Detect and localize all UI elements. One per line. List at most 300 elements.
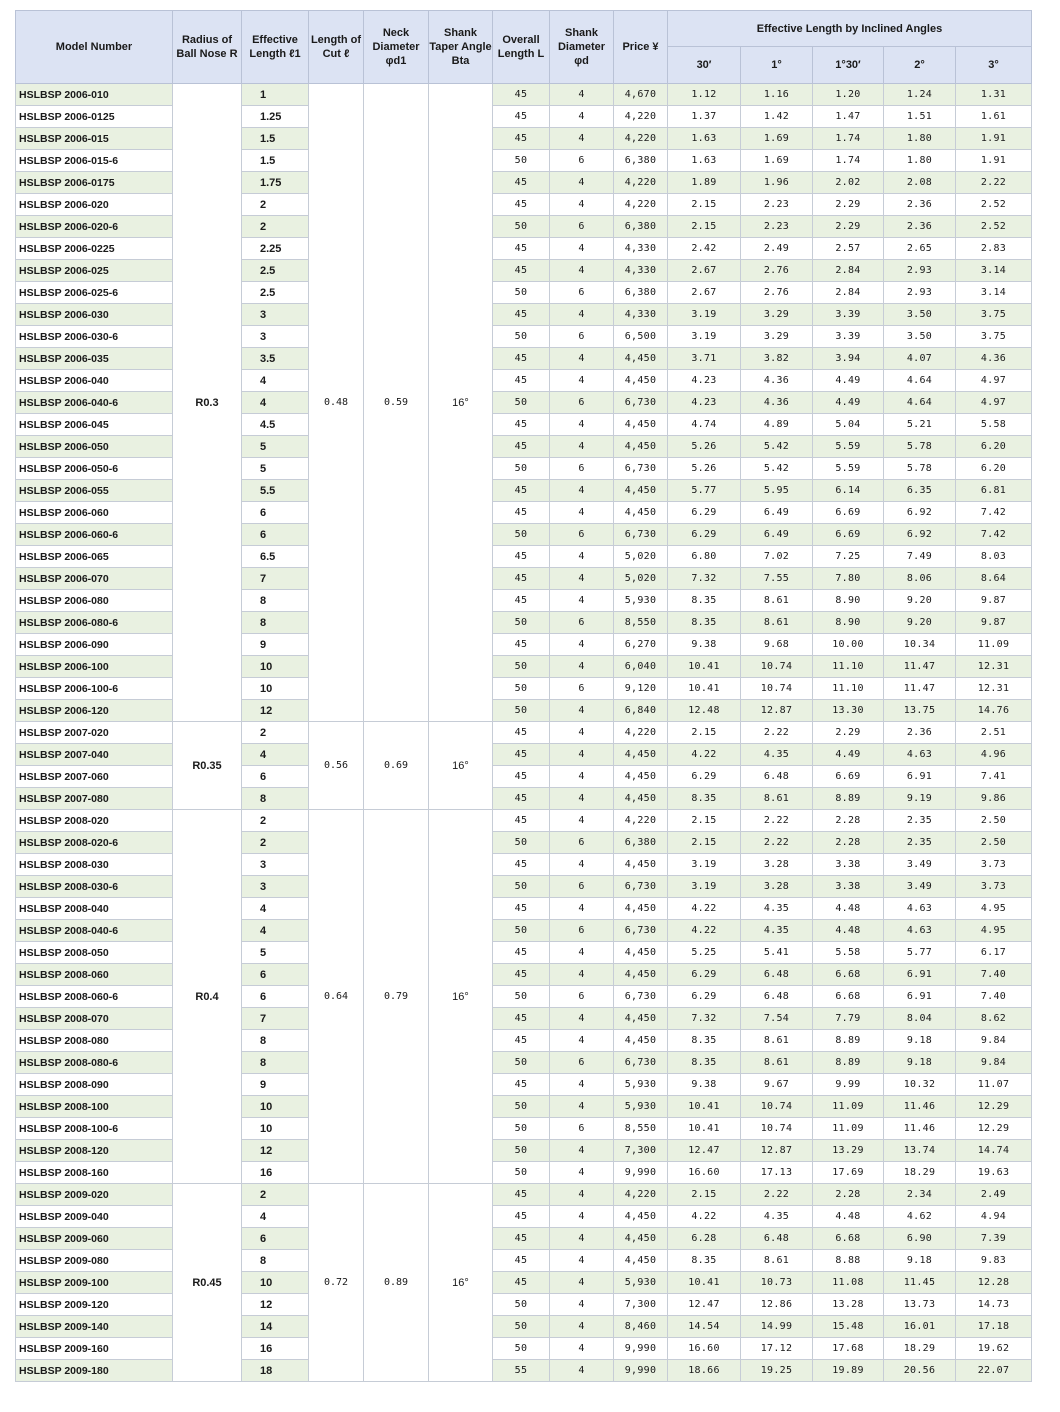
effective-length-cell: 3 (242, 304, 309, 326)
angle-3deg-cell: 12.29 (956, 1118, 1032, 1140)
price-cell: 4,450 (614, 436, 668, 458)
table-row (16, 304, 1032, 326)
angle-30min-cell: 2.15 (668, 194, 741, 216)
model-number-cell: HSLBSP 2008-060-6 (16, 986, 173, 1008)
shank-diameter-cell: 6 (550, 876, 614, 898)
angle-1deg-cell: 2.22 (741, 810, 813, 832)
table-row (16, 458, 1032, 480)
model-number-cell: HSLBSP 2006-040-6 (16, 392, 173, 414)
overall-length-cell: 45 (493, 172, 550, 194)
angle-30min-cell: 8.35 (668, 788, 741, 810)
shank-diameter-cell: 4 (550, 304, 614, 326)
effective-length-cell: 16 (242, 1162, 309, 1184)
model-number-cell: HSLBSP 2009-020 (16, 1184, 173, 1206)
overall-length-cell: 50 (493, 1096, 550, 1118)
overall-length-cell: 45 (493, 194, 550, 216)
angle-1deg30min-cell: 19.89 (813, 1360, 884, 1382)
model-number-cell: HSLBSP 2006-035 (16, 348, 173, 370)
angle-2deg-cell: 6.92 (884, 524, 956, 546)
model-number-cell: HSLBSP 2006-065 (16, 546, 173, 568)
header-angle-1deg: 1° (741, 47, 813, 84)
shank-diameter-cell: 4 (550, 106, 614, 128)
angle-3deg-cell: 4.97 (956, 370, 1032, 392)
angle-2deg-cell: 8.06 (884, 568, 956, 590)
angle-30min-cell: 2.15 (668, 216, 741, 238)
angle-1deg30min-cell: 4.49 (813, 744, 884, 766)
angle-1deg30min-cell: 11.09 (813, 1096, 884, 1118)
angle-1deg30min-cell: 5.59 (813, 436, 884, 458)
angle-1deg30min-cell: 2.84 (813, 282, 884, 304)
shank-diameter-cell: 6 (550, 216, 614, 238)
angle-1deg-cell: 7.54 (741, 1008, 813, 1030)
angle-30min-cell: 9.38 (668, 634, 741, 656)
price-cell: 9,120 (614, 678, 668, 700)
shank-diameter-cell: 4 (550, 238, 614, 260)
table-row (16, 1316, 1032, 1338)
angle-2deg-cell: 9.18 (884, 1030, 956, 1052)
price-cell: 5,020 (614, 568, 668, 590)
angle-30min-cell: 2.15 (668, 722, 741, 744)
shank-diameter-cell: 4 (550, 348, 614, 370)
table-row (16, 986, 1032, 1008)
angle-1deg30min-cell: 4.48 (813, 898, 884, 920)
angle-30min-cell: 5.25 (668, 942, 741, 964)
price-cell: 4,450 (614, 942, 668, 964)
table-row (16, 942, 1032, 964)
overall-length-cell: 45 (493, 1250, 550, 1272)
effective-length-cell: 9 (242, 634, 309, 656)
angle-3deg-cell: 4.97 (956, 392, 1032, 414)
angle-30min-cell: 18.66 (668, 1360, 741, 1382)
shank-diameter-cell: 4 (550, 1338, 614, 1360)
angle-1deg30min-cell: 6.14 (813, 480, 884, 502)
overall-length-cell: 50 (493, 1162, 550, 1184)
table-row (16, 546, 1032, 568)
overall-length-cell: 45 (493, 238, 550, 260)
angle-1deg30min-cell: 1.20 (813, 84, 884, 106)
overall-length-cell: 45 (493, 106, 550, 128)
shank-diameter-cell: 4 (550, 744, 614, 766)
angle-3deg-cell: 8.62 (956, 1008, 1032, 1030)
angle-1deg-cell: 1.42 (741, 106, 813, 128)
angle-2deg-cell: 9.18 (884, 1250, 956, 1272)
angle-1deg30min-cell: 4.49 (813, 392, 884, 414)
angle-30min-cell: 10.41 (668, 678, 741, 700)
angle-1deg-cell: 2.23 (741, 216, 813, 238)
angle-2deg-cell: 2.93 (884, 260, 956, 282)
angle-1deg-cell: 2.76 (741, 260, 813, 282)
angle-1deg-cell: 10.74 (741, 1096, 813, 1118)
angle-30min-cell: 4.74 (668, 414, 741, 436)
table-row (16, 1008, 1032, 1030)
shank-diameter-cell: 4 (550, 656, 614, 678)
overall-length-cell: 45 (493, 480, 550, 502)
model-number-cell: HSLBSP 2007-020 (16, 722, 173, 744)
angle-30min-cell: 12.47 (668, 1294, 741, 1316)
overall-length-cell: 45 (493, 788, 550, 810)
angle-3deg-cell: 9.83 (956, 1250, 1032, 1272)
angle-2deg-cell: 3.49 (884, 876, 956, 898)
table-row (16, 876, 1032, 898)
price-cell: 8,460 (614, 1316, 668, 1338)
table-row (16, 260, 1032, 282)
overall-length-cell: 45 (493, 568, 550, 590)
model-number-cell: HSLBSP 2009-060 (16, 1228, 173, 1250)
angle-2deg-cell: 2.93 (884, 282, 956, 304)
model-number-cell: HSLBSP 2006-025 (16, 260, 173, 282)
angle-1deg30min-cell: 7.25 (813, 546, 884, 568)
angle-3deg-cell: 2.49 (956, 1184, 1032, 1206)
overall-length-cell: 45 (493, 436, 550, 458)
model-number-cell: HSLBSP 2006-015 (16, 128, 173, 150)
price-cell: 4,220 (614, 722, 668, 744)
spec-table (15, 10, 1032, 1382)
angle-1deg-cell: 10.73 (741, 1272, 813, 1294)
shank-diameter-cell: 4 (550, 370, 614, 392)
model-number-cell: HSLBSP 2008-020-6 (16, 832, 173, 854)
effective-length-cell: 2 (242, 194, 309, 216)
overall-length-cell: 45 (493, 260, 550, 282)
effective-length-cell: 2 (242, 810, 309, 832)
model-number-cell: HSLBSP 2006-100 (16, 656, 173, 678)
overall-length-cell: 45 (493, 128, 550, 150)
table-row (16, 656, 1032, 678)
shank-diameter-cell: 4 (550, 1294, 614, 1316)
table-row (16, 1250, 1032, 1272)
angle-30min-cell: 1.63 (668, 150, 741, 172)
angle-1deg30min-cell: 1.74 (813, 150, 884, 172)
angle-2deg-cell: 4.63 (884, 744, 956, 766)
angle-2deg-cell: 10.34 (884, 634, 956, 656)
angle-1deg30min-cell: 7.79 (813, 1008, 884, 1030)
angle-1deg30min-cell: 3.94 (813, 348, 884, 370)
table-row (16, 1052, 1032, 1074)
angle-2deg-cell: 2.36 (884, 194, 956, 216)
angle-30min-cell: 7.32 (668, 568, 741, 590)
table-row (16, 1074, 1032, 1096)
shank-diameter-cell: 4 (550, 1030, 614, 1052)
angle-3deg-cell: 14.76 (956, 700, 1032, 722)
overall-length-cell: 45 (493, 744, 550, 766)
overall-length-cell: 45 (493, 898, 550, 920)
effective-length-cell: 8 (242, 612, 309, 634)
header-angle-30min: 30′ (668, 47, 741, 84)
angle-3deg-cell: 3.14 (956, 282, 1032, 304)
angle-2deg-cell: 11.47 (884, 656, 956, 678)
angle-2deg-cell: 18.29 (884, 1338, 956, 1360)
shank-diameter-cell: 6 (550, 392, 614, 414)
model-number-cell: HSLBSP 2006-090 (16, 634, 173, 656)
overall-length-cell: 50 (493, 1118, 550, 1140)
angle-30min-cell: 1.12 (668, 84, 741, 106)
shank-diameter-cell: 4 (550, 1206, 614, 1228)
angle-1deg30min-cell: 11.09 (813, 1118, 884, 1140)
effective-length-cell: 4 (242, 392, 309, 414)
angle-1deg30min-cell: 6.68 (813, 1228, 884, 1250)
price-cell: 4,450 (614, 480, 668, 502)
model-number-cell: HSLBSP 2006-055 (16, 480, 173, 502)
shank-diameter-cell: 4 (550, 1360, 614, 1382)
overall-length-cell: 45 (493, 1008, 550, 1030)
price-cell: 4,330 (614, 260, 668, 282)
angle-1deg30min-cell: 5.58 (813, 942, 884, 964)
angle-2deg-cell: 4.64 (884, 370, 956, 392)
model-number-cell: HSLBSP 2008-080 (16, 1030, 173, 1052)
price-cell: 4,450 (614, 1250, 668, 1272)
angle-1deg-cell: 4.35 (741, 1206, 813, 1228)
model-number-cell: HSLBSP 2009-160 (16, 1338, 173, 1360)
angle-2deg-cell: 1.24 (884, 84, 956, 106)
angle-1deg30min-cell: 8.89 (813, 788, 884, 810)
effective-length-cell: 2 (242, 1184, 309, 1206)
angle-1deg-cell: 12.86 (741, 1294, 813, 1316)
effective-length-cell: 2.5 (242, 282, 309, 304)
angle-3deg-cell: 2.51 (956, 722, 1032, 744)
table-row (16, 480, 1032, 502)
angle-3deg-cell: 12.29 (956, 1096, 1032, 1118)
shank-diameter-cell: 4 (550, 1140, 614, 1162)
table-row (16, 326, 1032, 348)
angle-1deg30min-cell: 8.90 (813, 612, 884, 634)
angle-3deg-cell: 4.94 (956, 1206, 1032, 1228)
model-number-cell: HSLBSP 2006-010 (16, 84, 173, 106)
price-cell: 9,990 (614, 1162, 668, 1184)
angle-2deg-cell: 9.19 (884, 788, 956, 810)
angle-30min-cell: 1.37 (668, 106, 741, 128)
shank-diameter-cell: 6 (550, 458, 614, 480)
overall-length-cell: 45 (493, 414, 550, 436)
model-number-cell: HSLBSP 2008-100-6 (16, 1118, 173, 1140)
angle-3deg-cell: 12.31 (956, 656, 1032, 678)
effective-length-cell: 18 (242, 1360, 309, 1382)
model-number-cell: HSLBSP 2008-060 (16, 964, 173, 986)
header-angle-3deg: 3° (956, 47, 1032, 84)
effective-length-cell: 2.25 (242, 238, 309, 260)
overall-length-cell: 45 (493, 304, 550, 326)
angle-1deg-cell: 8.61 (741, 1052, 813, 1074)
shank-diameter-cell: 4 (550, 1272, 614, 1294)
angle-30min-cell: 2.15 (668, 832, 741, 854)
angle-3deg-cell: 1.31 (956, 84, 1032, 106)
angle-2deg-cell: 1.80 (884, 150, 956, 172)
angle-30min-cell: 3.71 (668, 348, 741, 370)
angle-1deg-cell: 3.29 (741, 326, 813, 348)
angle-1deg30min-cell: 13.30 (813, 700, 884, 722)
angle-3deg-cell: 2.50 (956, 832, 1032, 854)
angle-1deg-cell: 5.42 (741, 458, 813, 480)
angle-1deg30min-cell: 17.68 (813, 1338, 884, 1360)
price-cell: 6,730 (614, 986, 668, 1008)
effective-length-cell: 1 (242, 84, 309, 106)
taper-angle-cell: 16° (429, 1184, 493, 1382)
angle-30min-cell: 4.23 (668, 392, 741, 414)
shank-diameter-cell: 4 (550, 436, 614, 458)
shank-diameter-cell: 4 (550, 194, 614, 216)
angle-3deg-cell: 9.86 (956, 788, 1032, 810)
effective-length-cell: 8 (242, 1030, 309, 1052)
shank-diameter-cell: 4 (550, 502, 614, 524)
overall-length-cell: 45 (493, 1206, 550, 1228)
neck-diameter-cell: 0.59 (364, 84, 429, 722)
angle-1deg-cell: 1.96 (741, 172, 813, 194)
price-cell: 4,220 (614, 1184, 668, 1206)
overall-length-cell: 45 (493, 1184, 550, 1206)
shank-diameter-cell: 4 (550, 1250, 614, 1272)
effective-length-cell: 4 (242, 1206, 309, 1228)
shank-diameter-cell: 4 (550, 1316, 614, 1338)
effective-length-cell: 2 (242, 832, 309, 854)
effective-length-cell: 9 (242, 1074, 309, 1096)
shank-diameter-cell: 6 (550, 920, 614, 942)
angle-3deg-cell: 11.07 (956, 1074, 1032, 1096)
angle-30min-cell: 4.22 (668, 920, 741, 942)
price-cell: 4,450 (614, 1030, 668, 1052)
overall-length-cell: 45 (493, 84, 550, 106)
angle-2deg-cell: 7.49 (884, 546, 956, 568)
price-cell: 4,220 (614, 810, 668, 832)
effective-length-cell: 8 (242, 1250, 309, 1272)
overall-length-cell: 45 (493, 502, 550, 524)
table-row (16, 612, 1032, 634)
effective-length-cell: 6 (242, 766, 309, 788)
effective-length-cell: 10 (242, 678, 309, 700)
overall-length-cell: 50 (493, 458, 550, 480)
model-number-cell: HSLBSP 2009-180 (16, 1360, 173, 1382)
angle-1deg30min-cell: 17.69 (813, 1162, 884, 1184)
angle-30min-cell: 8.35 (668, 1052, 741, 1074)
price-cell: 8,550 (614, 1118, 668, 1140)
angle-2deg-cell: 4.64 (884, 392, 956, 414)
angle-1deg30min-cell: 2.28 (813, 1184, 884, 1206)
price-cell: 6,730 (614, 392, 668, 414)
effective-length-cell: 4 (242, 370, 309, 392)
effective-length-cell: 1.5 (242, 150, 309, 172)
model-number-cell: HSLBSP 2006-040 (16, 370, 173, 392)
angle-1deg30min-cell: 5.59 (813, 458, 884, 480)
price-cell: 4,450 (614, 414, 668, 436)
model-number-cell: HSLBSP 2006-050 (16, 436, 173, 458)
angle-1deg30min-cell: 5.04 (813, 414, 884, 436)
effective-length-cell: 3 (242, 326, 309, 348)
angle-2deg-cell: 8.04 (884, 1008, 956, 1030)
angle-1deg-cell: 4.89 (741, 414, 813, 436)
angle-2deg-cell: 4.63 (884, 898, 956, 920)
shank-diameter-cell: 4 (550, 1074, 614, 1096)
table-row (16, 590, 1032, 612)
angle-1deg30min-cell: 2.02 (813, 172, 884, 194)
price-cell: 6,040 (614, 656, 668, 678)
model-number-cell: HSLBSP 2008-080-6 (16, 1052, 173, 1074)
model-number-cell: HSLBSP 2006-080 (16, 590, 173, 612)
effective-length-cell: 5.5 (242, 480, 309, 502)
table-row (16, 1294, 1032, 1316)
table-row (16, 634, 1032, 656)
angle-2deg-cell: 2.36 (884, 722, 956, 744)
price-cell: 6,730 (614, 920, 668, 942)
model-number-cell: HSLBSP 2007-060 (16, 766, 173, 788)
angle-1deg30min-cell: 11.08 (813, 1272, 884, 1294)
angle-2deg-cell: 5.78 (884, 458, 956, 480)
effective-length-cell: 10 (242, 1118, 309, 1140)
angle-1deg30min-cell: 3.38 (813, 876, 884, 898)
angle-3deg-cell: 7.42 (956, 524, 1032, 546)
shank-diameter-cell: 4 (550, 634, 614, 656)
overall-length-cell: 45 (493, 634, 550, 656)
angle-3deg-cell: 11.09 (956, 634, 1032, 656)
angle-2deg-cell: 9.20 (884, 590, 956, 612)
model-number-cell: HSLBSP 2006-015-6 (16, 150, 173, 172)
overall-length-cell: 50 (493, 612, 550, 634)
angle-1deg-cell: 1.69 (741, 128, 813, 150)
angle-1deg30min-cell: 6.69 (813, 766, 884, 788)
header-length-of-cut: Length of Cut ℓ (309, 11, 364, 84)
angle-3deg-cell: 19.63 (956, 1162, 1032, 1184)
table-row (16, 964, 1032, 986)
overall-length-cell: 50 (493, 1294, 550, 1316)
neck-diameter-cell: 0.89 (364, 1184, 429, 1382)
price-cell: 4,220 (614, 172, 668, 194)
angle-1deg-cell: 2.49 (741, 238, 813, 260)
angle-1deg-cell: 10.74 (741, 678, 813, 700)
effective-length-cell: 6 (242, 986, 309, 1008)
header-price: Price ¥ (614, 11, 668, 84)
table-row (16, 810, 1032, 832)
price-cell: 4,450 (614, 744, 668, 766)
shank-diameter-cell: 4 (550, 898, 614, 920)
taper-angle-cell: 16° (429, 84, 493, 722)
angle-3deg-cell: 1.61 (956, 106, 1032, 128)
angle-1deg30min-cell: 6.69 (813, 524, 884, 546)
price-cell: 5,020 (614, 546, 668, 568)
table-row (16, 1140, 1032, 1162)
angle-1deg-cell: 4.35 (741, 920, 813, 942)
price-cell: 6,500 (614, 326, 668, 348)
angle-1deg30min-cell: 3.38 (813, 854, 884, 876)
table-row (16, 348, 1032, 370)
angle-2deg-cell: 2.35 (884, 810, 956, 832)
shank-diameter-cell: 4 (550, 546, 614, 568)
model-number-cell: HSLBSP 2006-045 (16, 414, 173, 436)
angle-30min-cell: 6.29 (668, 524, 741, 546)
overall-length-cell: 45 (493, 942, 550, 964)
angle-30min-cell: 2.42 (668, 238, 741, 260)
overall-length-cell: 45 (493, 590, 550, 612)
angle-3deg-cell: 7.41 (956, 766, 1032, 788)
effective-length-cell: 3.5 (242, 348, 309, 370)
header-angle-1deg30min: 1°30′ (813, 47, 884, 84)
table-row (16, 1162, 1032, 1184)
table-row (16, 282, 1032, 304)
angle-1deg-cell: 4.35 (741, 898, 813, 920)
angle-1deg-cell: 4.36 (741, 370, 813, 392)
angle-2deg-cell: 13.75 (884, 700, 956, 722)
angle-3deg-cell: 4.96 (956, 744, 1032, 766)
angle-1deg30min-cell: 11.10 (813, 678, 884, 700)
effective-length-cell: 2 (242, 722, 309, 744)
model-number-cell: HSLBSP 2009-080 (16, 1250, 173, 1272)
angle-3deg-cell: 22.07 (956, 1360, 1032, 1382)
angle-3deg-cell: 3.14 (956, 260, 1032, 282)
effective-length-cell: 12 (242, 1140, 309, 1162)
angle-1deg-cell: 6.48 (741, 766, 813, 788)
angle-1deg-cell: 1.16 (741, 84, 813, 106)
angle-3deg-cell: 3.73 (956, 854, 1032, 876)
angle-3deg-cell: 7.39 (956, 1228, 1032, 1250)
table-row (16, 568, 1032, 590)
effective-length-cell: 2 (242, 216, 309, 238)
overall-length-cell: 45 (493, 766, 550, 788)
effective-length-cell: 8 (242, 788, 309, 810)
